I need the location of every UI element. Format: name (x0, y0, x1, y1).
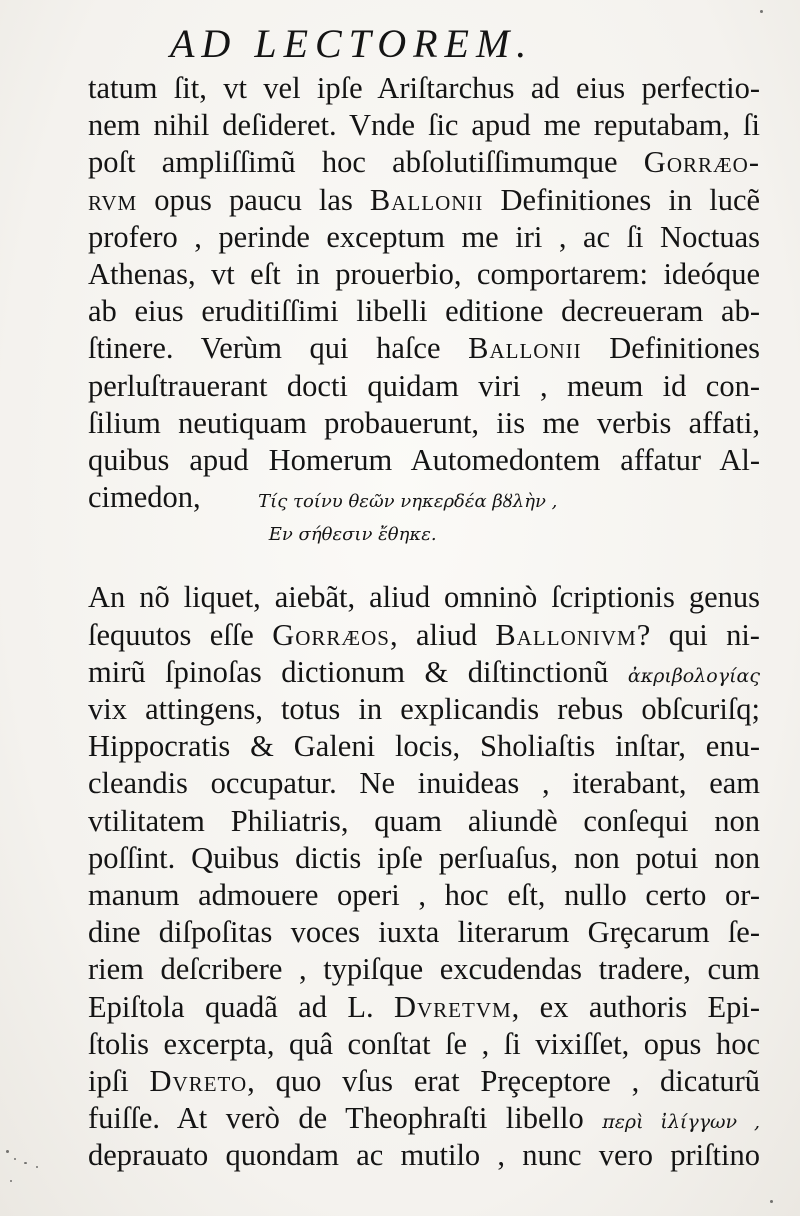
text-line: ab eius eruditiſſimi libelli editione decreueram ab- (88, 294, 760, 329)
body-text (88, 70, 760, 1174)
text-line: ſtolis excerpta, quâ conſtat ſe , ſi vixiſſet, opus hoc (88, 1026, 760, 1061)
text-line: dine diſpoſitas voces iuxta literarum Grȩcarum ſe- (88, 915, 760, 950)
text-line: quibus apud Homerum Automedontem affatur Al- (88, 442, 760, 477)
text-line: nem nihil deſideret. Vnde ſic apud me reputabam, ſi (88, 108, 760, 143)
text-line: poſt ampliſſimũ hoc abſolutiſſimumque Gorræo- (88, 145, 760, 180)
greek-verse: Εν σήθεσιν ἔθηκε. (268, 524, 437, 546)
author-name: Ballonii (468, 331, 582, 366)
author-name: rvm (88, 182, 138, 217)
ink-speckle (6, 1150, 9, 1153)
text-line: An nõ liquet, aiebãt, aliud omninò ſcriptionis genus (88, 580, 760, 615)
author-name: Dvreto (149, 1063, 248, 1098)
text-line: tatum ſit, vt vel ipſe Ariſtarchus ad eius perfectio- (88, 71, 760, 105)
text-line: profero , perinde exceptum me iri , ac ſi Noctuas (88, 219, 760, 254)
text-line: cleandis occupatur. Ne inuideas , iterabant, eam (88, 766, 760, 801)
ink-speckle (24, 1162, 27, 1164)
text-line: rvm opus paucu las Ballonii Definitiones in lucẽ (88, 182, 760, 217)
ink-speckle (770, 1200, 773, 1203)
ink-speckle (14, 1158, 16, 1160)
text-line: ſequutos eſſe Gorræos, aliud Ballonivm? qui ni- (88, 617, 760, 652)
greek-quote-line (88, 516, 760, 553)
ink-speckle (36, 1166, 38, 1168)
text-line: deprauato quondam ac mutilo , nunc vero priſtino (88, 1138, 760, 1173)
text-line: ipſi Dvreto, quo vſus erat Prȩceptore , dicaturũ (88, 1063, 760, 1098)
text-line: poſſint. Quibus dictis ipſe perſuaſus, non potui non (88, 840, 760, 875)
text-line: fuiſſe. At verò de Theophraſti libello περὶ ἰλίγγων , (88, 1101, 760, 1136)
text-line: mirũ ſpinoſas dictionum & diſtinctionũ ἀκριβολογίας (88, 654, 760, 689)
text-line: manum admouere operi , hoc eſt, nullo certo or- (88, 877, 760, 912)
text-line: Athenas, vt eſt in prouerbio, comportarem: ideóque (88, 256, 760, 291)
text-line: perluſtrauerant docti quidam viri , meum id con- (88, 368, 760, 403)
running-header: AD LECTOREM. (170, 21, 534, 66)
author-name: Ballonii (369, 182, 484, 217)
text-line: ſilium neutiquam probauerunt, iis me verbis affati, (88, 405, 760, 440)
greek-word: περὶ ἰλίγγων , (602, 1111, 760, 1134)
author-name: Gorræo- (643, 145, 760, 180)
ink-speckle (10, 1180, 12, 1182)
text-line: Epiſtola quadã ad L. Dvretvm, ex authoris Epi- (88, 989, 760, 1024)
ink-speckle (760, 10, 763, 13)
text-line: Hippocratis & Galeni locis, Sholiaſtis inſtar, enu- (88, 729, 760, 764)
author-name: Gorræos (272, 617, 390, 652)
author-name: Dvretvm (393, 989, 512, 1024)
greek-verse: Τίς τοίνυ θεῶν νηκερδέα βȣλὴν , (258, 491, 558, 513)
greek-word: ἀκριβολογίας (627, 664, 760, 687)
text-line: riem deſcribere , typiſque excudendas tradere, cum (88, 952, 760, 987)
greek-quote-line: cimedon, Τίς τοίνυ θεῶν νηκερδέα βȣλὴν , (88, 480, 558, 515)
text-line: vix attingens, totus in explicandis rebus obſcuriſq; (88, 692, 760, 726)
text-line: ſtinere. Verùm qui haſce Ballonii Definitiones (88, 331, 760, 366)
author-name: Ballonivm (495, 617, 637, 652)
text-line: vtilitatem Philiatris, quam aliundè conſequi non (88, 803, 760, 838)
